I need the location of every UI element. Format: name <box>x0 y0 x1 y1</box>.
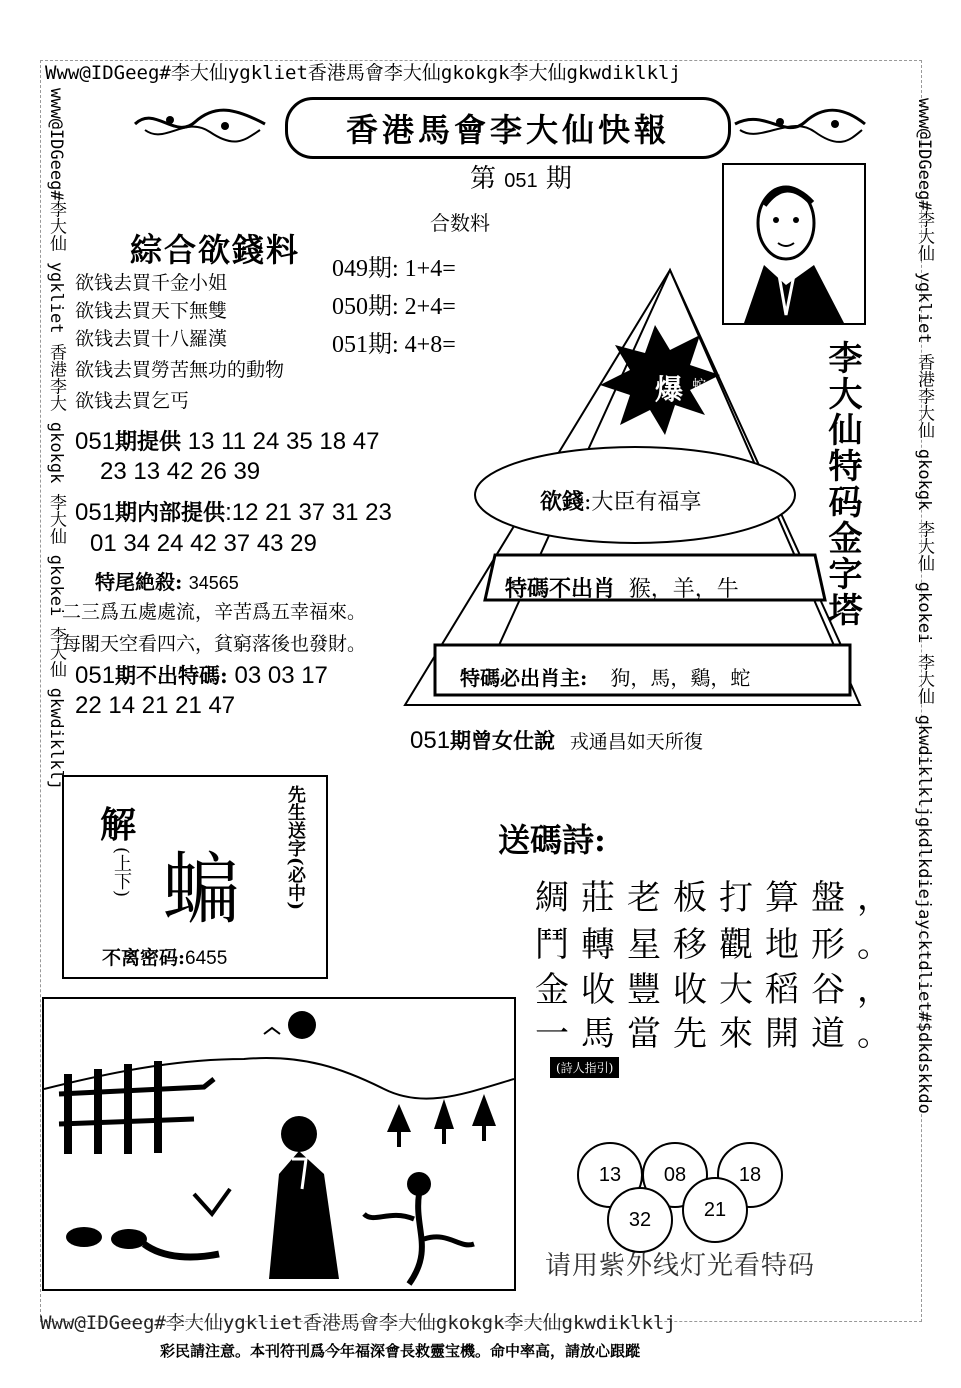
zeng-label-text: 期曾女仕說 <box>450 728 556 753</box>
verse-line-2: 每閣天空看四六，貧窮落後也發財。 <box>62 633 367 655</box>
tree-icon <box>387 1094 496 1147</box>
zeng-line <box>410 725 703 755</box>
rocks-icon <box>66 1189 230 1257</box>
landscape-illustration <box>44 999 514 1289</box>
heshu-line-3: 051期: 4+8= <box>332 332 456 358</box>
burst-char: 爆 <box>655 373 684 406</box>
poem-line-4: 一馬當先來開道。 <box>535 1014 903 1054</box>
no-show-numbers-1: 03 03 17 <box>234 662 328 689</box>
number-ball: 21 <box>682 1177 748 1243</box>
scholar-icon <box>269 1116 339 1279</box>
bird-icon <box>264 1028 280 1034</box>
internal-numbers-1: :12 21 37 31 23 <box>225 499 392 526</box>
issue-prefix: 第 <box>470 164 497 194</box>
not-out-value: 猴，羊，牛 <box>628 577 739 602</box>
verse-line-1: 二三爲五處處流，辛苦爲五幸福來。 <box>62 601 367 623</box>
internal-numbers-2: 01 34 24 42 37 43 29 <box>90 530 317 557</box>
provide-numbers-2: 23 13 42 26 39 <box>100 458 261 485</box>
provide-numbers-1: 13 11 24 35 18 47 <box>187 428 380 455</box>
flower-icon <box>364 1172 474 1284</box>
yuqian-label: 欲錢 <box>540 489 585 515</box>
fence-icon <box>59 1061 214 1154</box>
riddle-box <box>62 775 328 979</box>
not-out-line <box>505 572 739 603</box>
poem-tag: (詩人指引) <box>550 1057 619 1078</box>
no-show-numbers-2: 22 14 21 21 47 <box>75 692 236 719</box>
tail-value: 34565 <box>188 573 239 593</box>
landscape-picture <box>42 997 516 1291</box>
yuqian-line <box>540 485 701 516</box>
provide-label-text: 期提供 <box>115 429 182 455</box>
yuqian-value: :大臣有福享 <box>584 490 702 515</box>
left-side-watermark: www@IDGeeg#李大仙 ygkliet 香港李大 gkokgk 李大仙 gkokei 李大仙 gkwdiklklj <box>46 88 66 791</box>
right-ornament-icon <box>730 100 870 148</box>
must-line <box>460 662 750 691</box>
pyramid-side-title: 李大仙特码金字塔 <box>822 340 862 628</box>
number-ball: 32 <box>607 1187 673 1253</box>
issue-number <box>470 158 572 195</box>
poem-line-1: 綢莊老板打算盤， <box>535 878 903 918</box>
page-title: 香港馬會李大仙快報 <box>285 97 731 159</box>
must-value: 狗，馬，鷄，蛇 <box>610 666 751 690</box>
left-ornament-icon <box>130 100 270 148</box>
heshu-line-2: 050期: 2+4= <box>332 294 456 320</box>
top-banner: Www@IDGeeg#李大仙ygkliet香港馬會李大仙gkokgk李大仙gkwdiklklj <box>45 62 681 84</box>
riddle-updown: (上下) <box>111 847 132 898</box>
zonghe-line-4: 欲钱去買勞苦無功的動物 <box>75 359 285 381</box>
provide-label-num: 051 <box>75 428 116 455</box>
internal-label-text: 期内部提供 <box>115 500 226 526</box>
uv-note: 请用紫外线灯光看特码 <box>545 1251 816 1281</box>
tail-label: 特尾絶殺: <box>95 570 183 594</box>
not-out-label: 特碼不出肖 <box>505 576 616 602</box>
no-show-label-text: 期不出特碼: <box>115 663 228 688</box>
heshu-line-1: 049期: 1+4= <box>332 256 456 282</box>
zonghe-line-3: 欲钱去買十八羅漢 <box>75 328 228 350</box>
no-show-row-1 <box>75 660 328 690</box>
riddle-char: 蝙 <box>162 845 241 935</box>
no-show-label-num: 051 <box>75 662 116 689</box>
poem-line-3: 金收豐收大稻谷， <box>535 970 903 1010</box>
zonghe-heading: 綜合欲錢料 <box>130 231 301 269</box>
heshu-heading: 合数料 <box>430 211 490 235</box>
poem-heading: 送碼詩: <box>498 821 606 859</box>
burst-side: 蛇 <box>692 378 706 394</box>
riddle-side: 先生送字(必中) <box>285 785 306 911</box>
poem-line-2: 鬥轉星移觀地形。 <box>535 925 903 965</box>
reader-notice: 彩民請注意。本刊符刊爲今年福深會長救靈宝機。命中率高，請放心跟蹤 <box>160 1342 641 1360</box>
bottom-banner: Www@IDGeeg#李大仙ygkliet香港馬會李大仙gkokgk李大仙gkwdiklklj <box>40 1312 676 1334</box>
number-ball: 13 <box>577 1142 643 1208</box>
riddle-code <box>102 943 227 970</box>
zeng-value: 戎通昌如天所復 <box>569 731 703 753</box>
zonghe-line-5: 欲钱去買乞丐 <box>75 390 190 412</box>
issue-value: 051 <box>504 170 538 192</box>
number-ball: 18 <box>717 1142 783 1208</box>
zonghe-line-2: 欲钱去買天下無雙 <box>75 300 228 322</box>
zonghe-line-1: 欲钱去買千金小姐 <box>75 272 228 294</box>
zeng-label-num: 051 <box>410 727 451 754</box>
number-ball: 08 <box>642 1142 708 1208</box>
internal-row-1 <box>75 496 392 527</box>
internal-label-num: 051 <box>75 499 116 526</box>
provide-row-1 <box>75 425 379 456</box>
tail-kill <box>95 566 239 595</box>
sun-icon <box>288 1011 316 1039</box>
riddle-jie: 解 <box>100 804 137 846</box>
must-label: 特碼必出肖主: <box>460 666 588 690</box>
riddle-code-value: 6455 <box>185 948 228 969</box>
issue-suffix: 期 <box>545 164 572 194</box>
riddle-code-label: 不离密码: <box>102 947 186 969</box>
right-side-watermark: www@IDGeeg#李大仙 ygkliet 香港李大仙 gkokgk 李大仙 gkokei 李大仙 gkwdiklkljgkdlkdiejaycktdliet#$dkdskkdo <box>914 98 934 1114</box>
